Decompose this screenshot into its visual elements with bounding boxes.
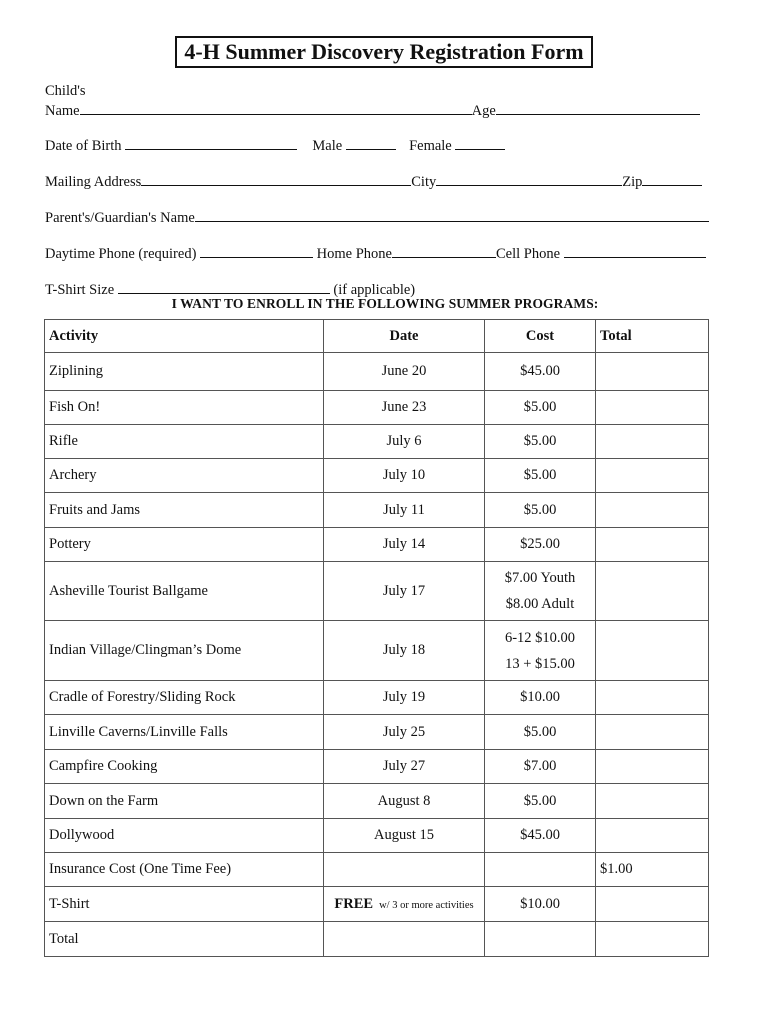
total-cell[interactable] xyxy=(596,784,709,819)
activity-cell: Pottery xyxy=(45,528,324,562)
dob-field[interactable] xyxy=(125,136,297,150)
total-cell[interactable] xyxy=(596,391,709,425)
total-cell[interactable] xyxy=(596,353,709,391)
cost-cell: $45.00 xyxy=(485,819,596,853)
activity-cell: T-Shirt xyxy=(45,887,324,922)
city-field[interactable] xyxy=(436,172,622,186)
header-date: Date xyxy=(324,320,485,353)
cost-cell: $5.00 xyxy=(485,715,596,750)
cost-cell: $10.00 xyxy=(485,887,596,922)
table-row xyxy=(45,853,709,887)
table-row xyxy=(45,819,709,853)
day-phone-field[interactable] xyxy=(200,244,313,258)
activity-cell: Indian Village/Clingman’s Dome xyxy=(45,621,324,681)
total-cell[interactable] xyxy=(596,425,709,459)
tshirt-label: T-Shirt Size xyxy=(45,282,115,298)
date-cell: August 15 xyxy=(324,819,485,853)
activity-cell: Fish On! xyxy=(45,391,324,425)
address-row xyxy=(45,172,702,191)
activity-cell: Archery xyxy=(45,459,324,493)
cost-cell xyxy=(485,853,596,887)
total-cell[interactable] xyxy=(596,459,709,493)
date-cell: July 19 xyxy=(324,681,485,715)
cost-cell: $10.00 xyxy=(485,681,596,715)
total-cell[interactable] xyxy=(596,493,709,528)
activity-cell: Ziplining xyxy=(45,353,324,391)
activity-cell: Total xyxy=(45,922,324,957)
address-label: Mailing Address xyxy=(45,174,142,190)
date-cell: July 6 xyxy=(324,425,485,459)
female-field[interactable] xyxy=(455,136,505,150)
guardian-label: Parent's/Guardian's Name xyxy=(45,210,195,226)
table-row xyxy=(45,493,709,528)
table-row xyxy=(45,528,709,562)
date-cell: July 27 xyxy=(324,750,485,784)
age-label: Age xyxy=(471,103,496,119)
cost-cell: $7.00 xyxy=(485,750,596,784)
table-row xyxy=(45,681,709,715)
date-cell xyxy=(324,853,485,887)
male-label: Male xyxy=(312,138,343,154)
total-cell[interactable] xyxy=(596,887,709,922)
city-label: City xyxy=(411,174,437,190)
male-field[interactable] xyxy=(346,136,396,150)
total-cell[interactable] xyxy=(596,922,709,957)
zip-label: Zip xyxy=(622,174,643,190)
table-row xyxy=(45,887,709,922)
header-total: Total xyxy=(596,320,709,353)
zip-field[interactable] xyxy=(642,172,702,186)
dob-label: Date of Birth xyxy=(45,138,122,154)
cell-phone-label: Cell Phone xyxy=(495,246,561,262)
enroll-heading: I WANT TO ENROLL IN THE FOLLOWING SUMMER PROGRAMS: xyxy=(171,296,599,311)
date-cell: August 8 xyxy=(324,784,485,819)
day-phone-label: Daytime Phone (required) xyxy=(45,246,197,262)
total-cell[interactable] xyxy=(596,562,709,621)
cost-cell xyxy=(485,562,596,621)
cell-phone-field[interactable] xyxy=(564,244,706,258)
guardian-row xyxy=(45,208,709,227)
cost-adult: $8.00 Adult xyxy=(505,596,575,612)
activity-cell: Campfire Cooking xyxy=(45,750,324,784)
table-row xyxy=(45,784,709,819)
total-cell[interactable] xyxy=(596,819,709,853)
header-cost: Cost xyxy=(485,320,596,353)
age-field[interactable] xyxy=(496,101,700,115)
cost-cell xyxy=(485,922,596,957)
date-cell: July 17 xyxy=(324,562,485,621)
activity-cell: Dollywood xyxy=(45,819,324,853)
dob-row xyxy=(45,136,505,155)
table-row xyxy=(45,562,709,621)
activity-cell: Down on the Farm xyxy=(45,784,324,819)
address-field[interactable] xyxy=(141,172,411,186)
total-cell[interactable] xyxy=(596,681,709,715)
home-phone-label: Home Phone xyxy=(316,246,392,262)
form-title: 4-H Summer Discovery Registration Form xyxy=(175,36,593,68)
date-cell: July 10 xyxy=(324,459,485,493)
cost-cell: $5.00 xyxy=(485,425,596,459)
date-cell: June 20 xyxy=(324,353,485,391)
phone-row xyxy=(45,244,706,263)
child-name-label: Name xyxy=(45,103,80,119)
header-activity: Activity xyxy=(45,320,324,353)
date-cell xyxy=(324,922,485,957)
total-cell[interactable] xyxy=(596,528,709,562)
date-cell: July 18 xyxy=(324,621,485,681)
cost-cell: $5.00 xyxy=(485,391,596,425)
activity-cell: Rifle xyxy=(45,425,324,459)
table-row xyxy=(45,922,709,957)
activity-cell: Fruits and Jams xyxy=(45,493,324,528)
child-name-field[interactable] xyxy=(80,101,472,115)
activity-cell: Insurance Cost (One Time Fee) xyxy=(45,853,324,887)
activity-cell: Cradle of Forestry/Sliding Rock xyxy=(45,681,324,715)
tshirt-note: (if applicable) xyxy=(333,282,416,298)
home-phone-field[interactable] xyxy=(392,244,496,258)
child-label-line1: Child's xyxy=(45,83,86,99)
cost-cell: $5.00 xyxy=(485,459,596,493)
table-row xyxy=(45,621,709,681)
table-row xyxy=(45,425,709,459)
cost-youth: $7.00 Youth xyxy=(504,570,576,586)
cost-age-6-12: 6-12 $10.00 xyxy=(504,629,576,646)
table-row xyxy=(45,353,709,391)
activity-cell: Asheville Tourist Ballgame xyxy=(45,562,324,621)
total-cell[interactable]: $1.00 xyxy=(596,853,709,887)
child-name-row xyxy=(45,101,700,120)
table-row xyxy=(45,391,709,425)
cost-cell xyxy=(485,621,596,681)
female-label: Female xyxy=(409,138,452,154)
cost-cell: $5.00 xyxy=(485,784,596,819)
table-header-row xyxy=(45,320,709,353)
tshirt-size-field[interactable] xyxy=(118,280,330,294)
total-cell[interactable] xyxy=(596,621,709,681)
activity-cell: Linville Caverns/Linville Falls xyxy=(45,715,324,750)
date-cell: July 14 xyxy=(324,528,485,562)
cost-cell: $5.00 xyxy=(485,493,596,528)
cost-age-13-plus: 13 + $15.00 xyxy=(505,655,575,672)
date-cell: June 23 xyxy=(324,391,485,425)
cost-cell: $25.00 xyxy=(485,528,596,562)
cost-cell: $45.00 xyxy=(485,353,596,391)
free-label: FREE xyxy=(334,895,374,912)
date-cell xyxy=(324,887,485,922)
date-cell: July 25 xyxy=(324,715,485,750)
table-row xyxy=(45,715,709,750)
programs-table xyxy=(44,319,709,957)
table-row xyxy=(45,750,709,784)
free-condition: w/ 3 or more activities xyxy=(379,899,474,911)
total-cell[interactable] xyxy=(596,715,709,750)
date-cell: July 11 xyxy=(324,493,485,528)
table-row xyxy=(45,459,709,493)
total-cell[interactable] xyxy=(596,750,709,784)
guardian-field[interactable] xyxy=(195,208,709,222)
